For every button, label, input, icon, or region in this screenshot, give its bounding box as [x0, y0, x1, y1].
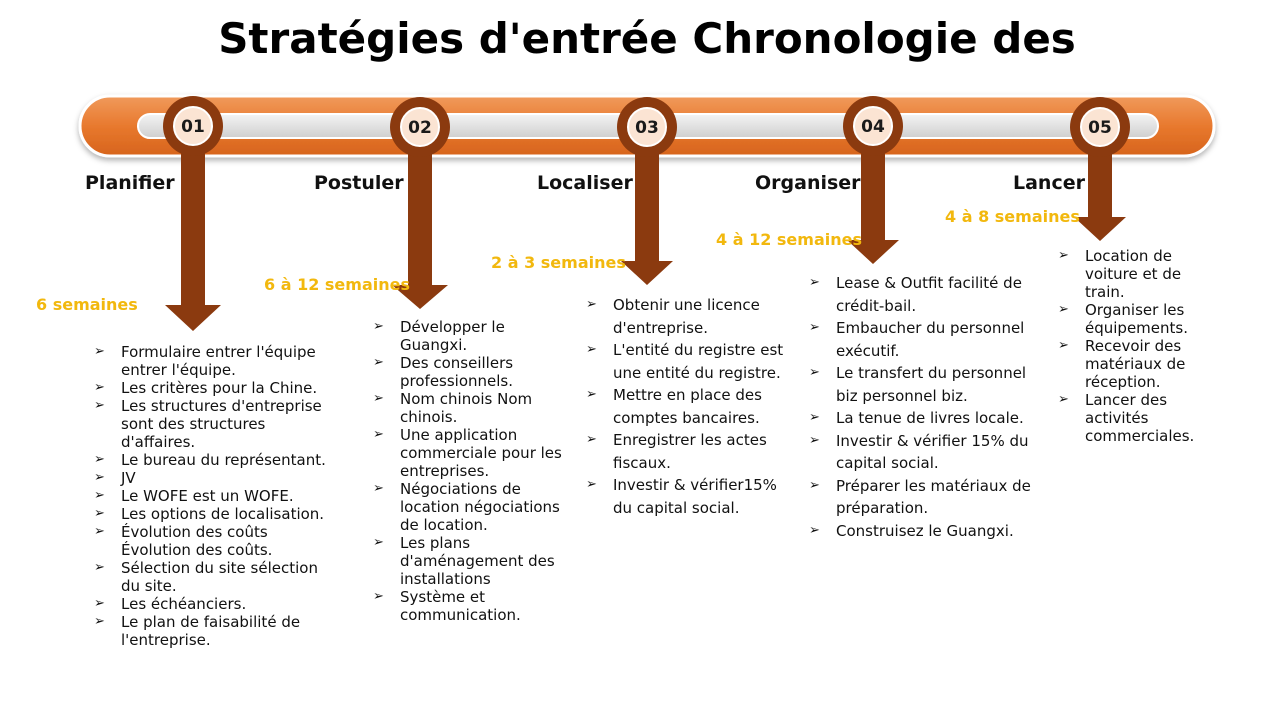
list-item	[807, 407, 1037, 430]
list-item-text: Lancer des activités commerciales.	[1085, 391, 1195, 445]
list-item-text: Développer le Guangxi.	[400, 318, 505, 354]
list-item	[807, 272, 1037, 317]
checkmark-arrow-icon: ➢	[94, 596, 105, 611]
list-item	[371, 534, 571, 588]
phase-2-items	[371, 318, 571, 624]
checkmark-arrow-icon: ➢	[373, 319, 384, 334]
phase-4-name: Organiser	[755, 172, 861, 194]
svg-text:04: 04	[861, 117, 885, 137]
list-item-text: Location de voiture et de train.	[1085, 247, 1182, 301]
checkmark-arrow-icon: ➢	[586, 432, 597, 447]
phase-1-items	[92, 343, 327, 649]
svg-text:02: 02	[408, 118, 432, 138]
list-item-text: Le transfert du personnel biz personnel biz.	[836, 364, 1027, 405]
checkmark-arrow-icon: ➢	[373, 427, 384, 442]
checkmark-arrow-icon: ➢	[94, 398, 105, 413]
checkmark-arrow-icon: ➢	[373, 535, 384, 550]
list-item	[92, 559, 327, 595]
list-item-text: Les critères pour la Chine.	[121, 379, 318, 397]
list-item-text: Préparer les matériaux de préparation.	[836, 476, 1031, 517]
phase-3-items	[584, 294, 784, 519]
list-item	[807, 475, 1037, 520]
checkmark-arrow-icon: ➢	[1058, 248, 1069, 263]
list-item	[371, 588, 571, 624]
list-item	[1056, 337, 1216, 391]
checkmark-arrow-icon: ➢	[94, 506, 105, 521]
list-item-text: JV	[121, 469, 136, 487]
phase-marker-1	[163, 96, 223, 331]
list-item-text: Système et communication.	[400, 588, 521, 624]
list-item	[92, 379, 327, 397]
phase-2-name: Postuler	[314, 172, 404, 194]
list-item-text: Investir & vérifier 15% du capital social.	[836, 431, 1029, 472]
list-item-text: Mettre en place des comptes bancaires.	[613, 386, 762, 427]
list-item	[371, 426, 571, 480]
phase-2-duration: 6 à 12 semaines	[264, 275, 410, 294]
checkmark-arrow-icon: ➢	[94, 560, 105, 575]
list-item-text: Nom chinois Nom chinois.	[400, 390, 533, 426]
list-item	[92, 469, 327, 487]
phase-1-name: Planifier	[85, 172, 175, 194]
checkmark-arrow-icon: ➢	[809, 522, 820, 538]
phase-arrow-5	[1074, 150, 1126, 241]
checkmark-arrow-icon: ➢	[586, 477, 597, 492]
svg-text:05: 05	[1088, 118, 1112, 138]
list-item-text: L'entité du registre est une entité du registre.	[613, 341, 784, 382]
checkmark-arrow-icon: ➢	[94, 488, 105, 503]
checkmark-arrow-icon: ➢	[373, 589, 384, 604]
phase-arrow-3	[621, 150, 673, 285]
checkmark-arrow-icon: ➢	[809, 320, 820, 335]
list-item	[92, 505, 327, 523]
list-item	[584, 429, 784, 474]
list-item-text: Obtenir une licence d'entreprise.	[613, 296, 760, 337]
list-item-text: Les structures d'entreprise sont des structures d'affaires.	[121, 397, 322, 451]
list-item-text: Une application commerciale pour les entreprises.	[400, 426, 562, 480]
checkmark-arrow-icon: ➢	[373, 391, 384, 406]
page-title: Stratégies d'entrée Chronologie des	[218, 14, 1076, 63]
list-item-text: Organiser les équipements.	[1085, 301, 1188, 337]
list-item	[1056, 301, 1216, 337]
checkmark-arrow-icon: ➢	[1058, 302, 1069, 317]
list-item-text: Négociations de location négociations de location.	[400, 480, 560, 534]
list-item-text: Recevoir des matériaux de réception.	[1085, 337, 1186, 391]
checkmark-arrow-icon: ➢	[586, 342, 597, 357]
checkmark-arrow-icon: ➢	[586, 387, 597, 402]
list-item-text: Lease & Outfit facilité de crédit-bail.	[836, 274, 1022, 315]
checkmark-arrow-icon: ➢	[94, 614, 105, 629]
list-item	[807, 430, 1037, 475]
list-item-text: Enregistrer les actes fiscaux.	[613, 431, 767, 472]
list-item-text: Investir & vérifier15% du capital social.	[613, 476, 777, 517]
phase-5-duration: 4 à 8 semaines	[945, 207, 1080, 226]
svg-text:03: 03	[635, 118, 659, 138]
checkmark-arrow-icon: ➢	[809, 275, 820, 290]
list-item	[92, 487, 327, 505]
list-item	[584, 384, 784, 429]
phase-1-duration: 6 semaines	[36, 295, 138, 314]
list-item	[92, 523, 327, 559]
list-item-text: Construisez le Guangxi.	[836, 521, 1014, 540]
list-item-text: Embaucher du personnel exécutif.	[836, 319, 1025, 360]
list-item-text: Le plan de faisabilité de l'entreprise.	[121, 613, 301, 649]
list-item	[584, 339, 784, 384]
checkmark-arrow-icon: ➢	[94, 380, 105, 395]
checkmark-arrow-icon: ➢	[809, 477, 820, 493]
list-item	[371, 390, 571, 426]
list-item	[807, 362, 1037, 407]
list-item-text: Les options de localisation.	[121, 505, 325, 523]
list-item	[807, 520, 1037, 543]
checkmark-arrow-icon: ➢	[373, 481, 384, 496]
list-item-text: Formulaire entrer l'équipe entrer l'équipe.	[121, 343, 316, 379]
list-item	[1056, 391, 1216, 445]
checkmark-arrow-icon: ➢	[94, 452, 105, 467]
list-item	[92, 613, 327, 649]
list-item	[92, 595, 327, 613]
checkmark-arrow-icon: ➢	[1058, 392, 1069, 407]
list-item	[371, 354, 571, 390]
list-item	[584, 294, 784, 339]
svg-text:01: 01	[181, 117, 205, 137]
list-item	[92, 343, 327, 379]
phase-4-items	[807, 272, 1037, 542]
checkmark-arrow-icon: ➢	[94, 344, 105, 359]
list-item-text: Le bureau du représentant.	[121, 451, 326, 469]
phase-5-items	[1056, 247, 1216, 445]
list-item	[371, 480, 571, 534]
checkmark-arrow-icon: ➢	[586, 297, 597, 312]
list-item	[371, 318, 571, 354]
list-item-text: La tenue de livres locale.	[836, 409, 1024, 427]
phase-5-name: Lancer	[1013, 172, 1085, 194]
checkmark-arrow-icon: ➢	[809, 365, 820, 380]
list-item-text: Évolution des coûts Évolution des coûts.	[121, 523, 273, 559]
list-item	[92, 451, 327, 469]
list-item-text: Les échéanciers.	[121, 595, 247, 613]
checkmark-arrow-icon: ➢	[94, 524, 105, 539]
list-item-text: Les plans d'aménagement des installations	[400, 534, 555, 588]
checkmark-arrow-icon: ➢	[1058, 338, 1069, 353]
list-item-text: Des conseillers professionnels.	[400, 354, 514, 390]
list-item	[92, 397, 327, 451]
checkmark-arrow-icon: ➢	[373, 355, 384, 370]
checkmark-arrow-icon: ➢	[809, 432, 820, 448]
list-item-text: Sélection du site sélection du site.	[121, 559, 318, 595]
phase-4-duration: 4 à 12 semaines	[716, 230, 862, 249]
checkmark-arrow-icon: ➢	[809, 410, 820, 425]
list-item	[807, 317, 1037, 362]
list-item	[584, 474, 784, 519]
checkmark-arrow-icon: ➢	[94, 470, 105, 485]
list-item-text: Le WOFE est un WOFE.	[121, 487, 294, 505]
phase-3-name: Localiser	[537, 172, 633, 194]
list-item	[1056, 247, 1216, 301]
phase-3-duration: 2 à 3 semaines	[491, 253, 626, 272]
